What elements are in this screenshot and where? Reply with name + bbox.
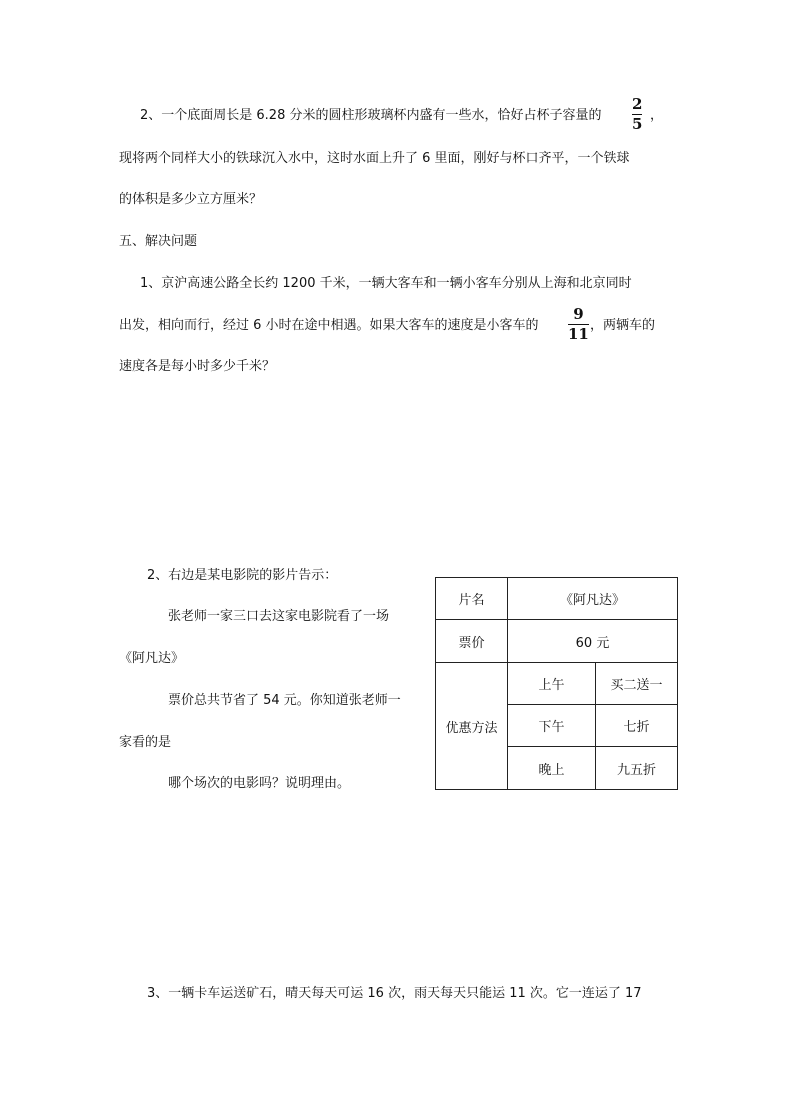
fraction-numerator: 9 [573, 305, 584, 323]
session-time-cell: 晚上 [508, 747, 596, 790]
q2-line3: 的体积是多少立方厘米？ [119, 192, 263, 207]
p2-line3: 票价总共节省了 54 元。你知道张老师一 [168, 693, 401, 708]
table-row [436, 663, 678, 705]
fraction-9-11 [568, 306, 589, 343]
q2-line1-end: ， [650, 108, 664, 123]
fraction-2-5 [632, 96, 642, 133]
movie-notice-table [435, 577, 678, 790]
p1-line1: 1、京沪高速公路全长约 1200 千米，一辆大客车和一辆小客车分别从上海和北京同时 [140, 276, 632, 291]
row-label-price: 票价 [436, 620, 508, 663]
fraction-denominator: 5 [632, 115, 643, 133]
section-heading: 五、解决问题 [119, 234, 198, 249]
p1-line2-end: ，两辆车的 [590, 318, 656, 333]
session-deal-cell: 九五折 [596, 747, 678, 790]
table-row [436, 620, 678, 663]
p1-line2: 出发，相向而行，经过 6 小时在途中相遇。如果大客车的速度是小客车的 [119, 318, 539, 333]
fraction-denominator: 11 [568, 325, 589, 343]
p2-line1: 张老师一家三口去这家电影院看了一场 [168, 609, 390, 624]
row-label-name: 片名 [436, 578, 508, 620]
discount-label-cell: 优惠方法 [436, 663, 508, 790]
q2-line2: 现将两个同样大小的铁球沉入水中，这时水面上升了 6 里面，刚好与杯口齐平，一个铁球 [119, 151, 630, 166]
p2-intro: 2、右边是某电影院的影片告示： [147, 568, 338, 583]
p3-line1: 3、一辆卡车运送矿石，晴天每天可运 16 次，雨天每天只能运 11 次。它一连运了 17 [147, 986, 642, 1001]
p2-line4: 家看的是 [119, 735, 172, 750]
session-deal-cell: 七折 [596, 705, 678, 747]
session-time-cell: 下午 [508, 705, 596, 747]
p2-line5: 哪个场次的电影吗？说明理由。 [168, 776, 351, 791]
p1-line3: 速度各是每小时多少千米？ [119, 359, 276, 374]
session-time-cell: 上午 [508, 663, 596, 705]
fraction-numerator: 2 [632, 95, 643, 113]
movie-name-cell: 《阿凡达》 [508, 578, 678, 620]
session-deal-cell: 买二送一 [596, 663, 678, 705]
q2-line1: 2、一个底面周长是 6.28 分米的圆柱形玻璃杯内盛有一些水，恰好占杯子容量的 [140, 108, 602, 123]
p2-line2: 《阿凡达》 [119, 651, 185, 666]
table-row [436, 578, 678, 620]
price-cell: 60 元 [508, 620, 678, 663]
